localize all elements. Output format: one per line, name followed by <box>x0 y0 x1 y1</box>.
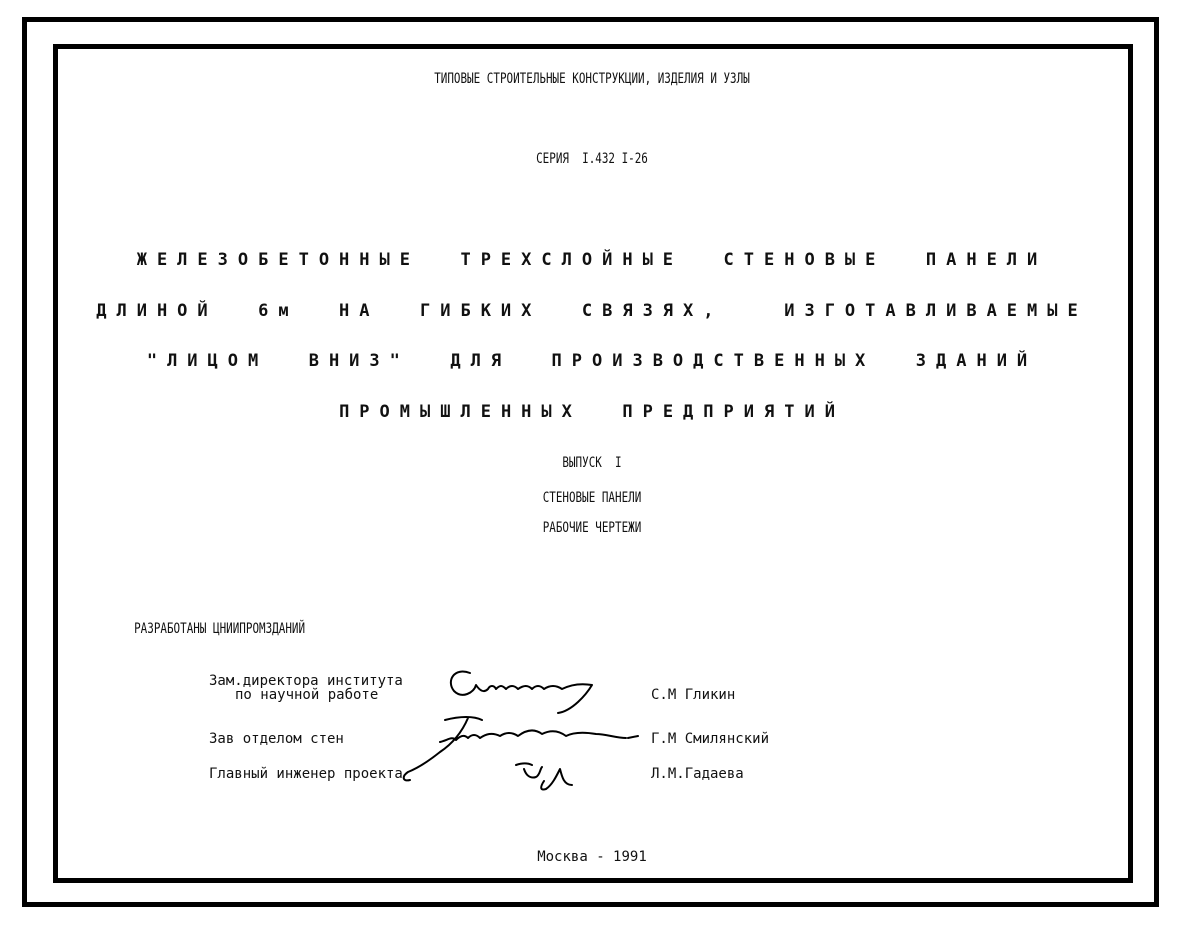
name-glikin: С.М Гликин <box>651 687 736 703</box>
developed-by: РАЗРАБОТАНЫ ЦНИИПРОМЗДАНИЙ <box>134 621 306 637</box>
name-gadaeva: Л.М.Гадаева <box>651 766 744 782</box>
signature-gadaeva <box>510 755 580 795</box>
title-line-1: ЖЕЛЕЗОБЕТОННЫЕ ТРЕХСЛОЙНЫЕ СТЕНОВЫЕ ПАНЕЛИ <box>136 250 1048 270</box>
role-chief-engineer: Главный инженер проекта <box>209 766 403 782</box>
city-year: Москва - 1991 <box>537 849 647 865</box>
signature-glikin <box>440 655 610 715</box>
role-head-of-department: Зав отделом стен <box>209 731 344 747</box>
title-line-4: ПРОМЫШЛЕННЫХ ПРЕДПРИЯТИЙ <box>339 402 845 422</box>
title-line-3: "ЛИЦОМ ВНИЗ" ДЛЯ ПРОИЗВОДСТВЕННЫХ ЗДАНИЙ <box>146 351 1038 371</box>
series-text: СЕРИЯ I.432 I-26 <box>536 151 648 167</box>
name-smilyansky: Г.М Смилянский <box>651 731 770 747</box>
subtitle-drawings: РАБОЧИЕ ЧЕРТЕЖИ <box>542 520 642 536</box>
role-deputy-director-line2: по научной работе <box>235 687 379 703</box>
title-line-2: ДЛИНОЙ 6м НА ГИБКИХ СВЯЗЯХ, ИЗГОТАВЛИВАЕМЫЕ <box>96 301 1088 321</box>
issue-text: ВЫПУСК I <box>562 455 622 471</box>
role-deputy-director: Зам.директора института <box>209 673 403 689</box>
subtitle-panels: СТЕНОВЫЕ ПАНЕЛИ <box>542 490 642 506</box>
header-text: ТИПОВЫЕ СТРОИТЕЛЬНЫЕ КОНСТРУКЦИИ, ИЗДЕЛИЯ И УЗЛЫ <box>434 71 750 87</box>
